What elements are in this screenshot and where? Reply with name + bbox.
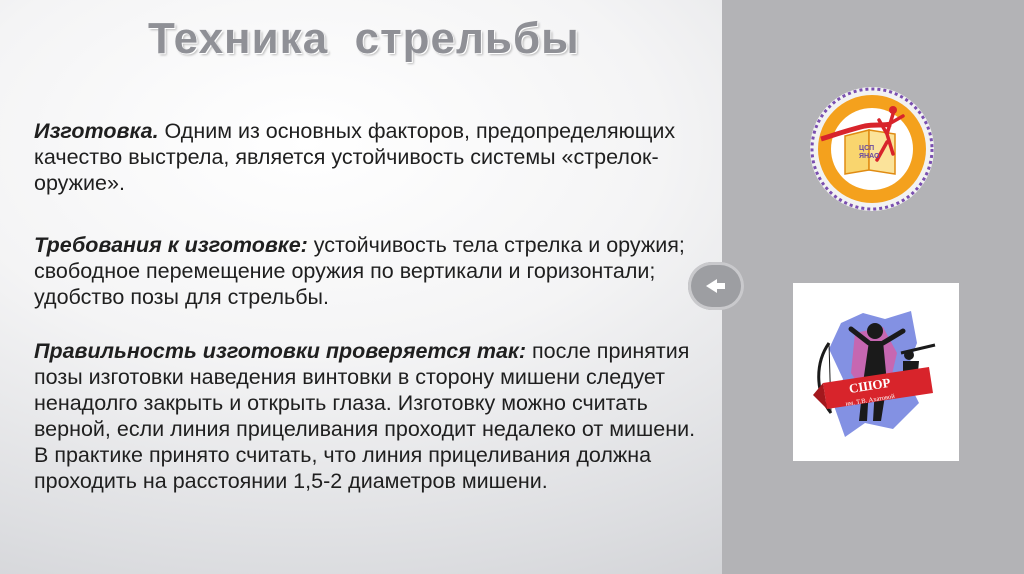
paragraph-2-text: устойчивость тела стрелка и оружия; свободное перемещение оружия по вертикали и горизонтали; удобство позы для стрельбы. [34, 233, 685, 309]
slide-title: Техника стрельбы [148, 14, 580, 63]
svg-text:ЯНАО: ЯНАО [859, 153, 880, 160]
previous-slide-button[interactable] [688, 262, 744, 310]
csp-yanao-logo [807, 84, 937, 214]
logo2-subtitle: им. Т.В. Ахатовой [845, 393, 896, 408]
sport-school-logo [793, 283, 959, 461]
paragraph-1 [34, 118, 714, 196]
paragraph-3-continued: В практике принято считать, что линия прицеливания должна проходить на расстоянии 1,5-2 диаметров мишени. [34, 443, 652, 493]
slide-body [34, 118, 714, 494]
logo2-title: СШОР [847, 374, 892, 397]
svg-text:ЦСП: ЦСП [859, 145, 875, 152]
paragraph-2 [34, 232, 714, 310]
paragraph-2-lead: Требования к изготовке: [34, 233, 308, 257]
paragraph-3-text: после принятия позы изготовки наведения винтовки в сторону мишени следует ненадолго закрыть и открыть глаза. Изготовку можно считать верной, если линия прицеливания проходит недалеко от мишени. [34, 339, 696, 441]
arrow-left-icon [706, 279, 717, 293]
paragraph-3 [34, 338, 714, 442]
paragraph-3-lead: Правильность изготовки проверяется так: [34, 339, 526, 363]
paragraph-1-text: Одним из основных факторов, предопределяющих качество выстрела, является устойчивость системы «стрелок-оружие». [34, 119, 676, 195]
paragraph-1-lead: Изготовка. [34, 119, 159, 143]
